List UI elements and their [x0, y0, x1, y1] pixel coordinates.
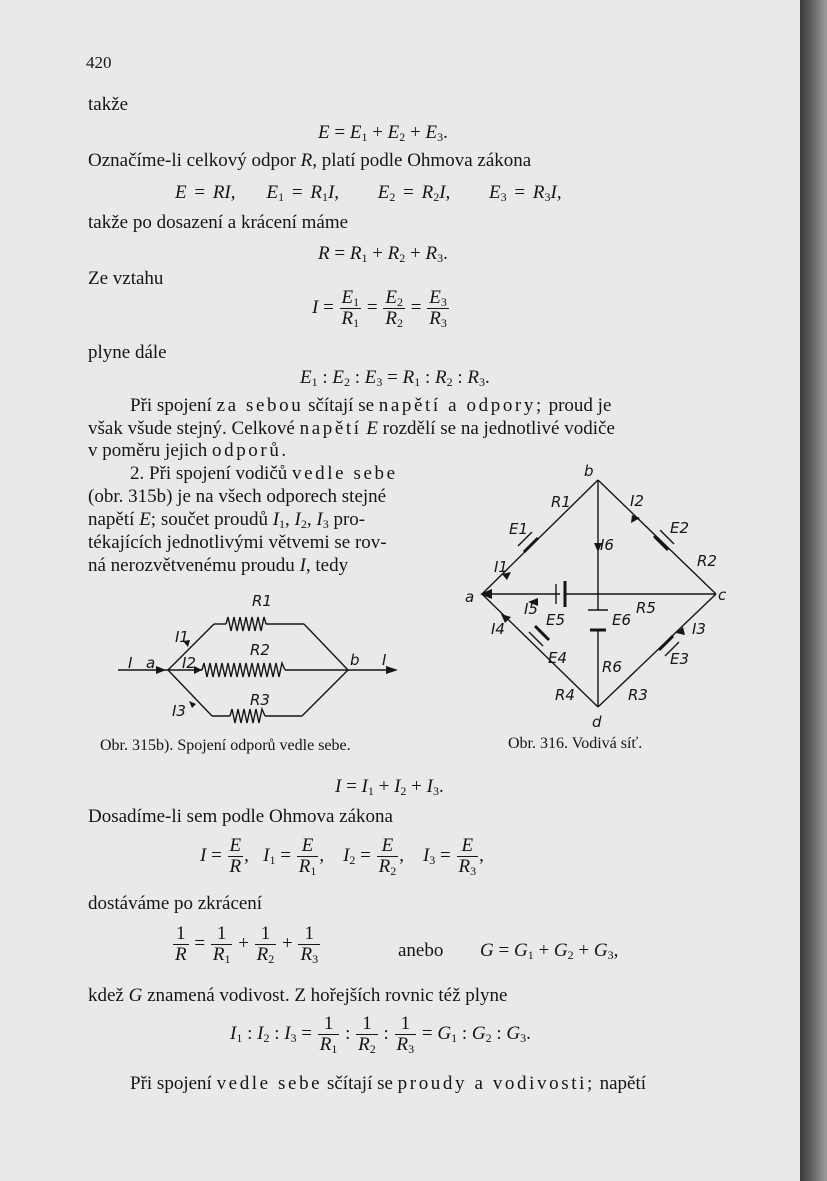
- label-I-out: I: [382, 651, 387, 669]
- label-R3: R3: [628, 686, 648, 704]
- text-oznacime: Označíme-li celkový odpor: [88, 150, 296, 171]
- label-E6: E6: [612, 611, 632, 629]
- text-plyne-dale: plyne dále: [88, 342, 167, 363]
- equation-ohm-law: E = RI, $E_1 = R_1I$, $E_2 = R_2I$, $E_3 = R_3I$,: [175, 182, 562, 204]
- paragraph-series-line3: v poměru jejich odporů.: [88, 440, 289, 461]
- equation-current-conductance-ratio: $I_1$ : $I_2$ : $I_3$ = $\frac{1}{R_1}$ : $\frac{1}{R_2}$ : $\frac{1}{R_3}$ = $G_1$ : $G_2$ : $G_3$.: [230, 1013, 531, 1056]
- paragraph-parallel-line4: tékajících jednotlivými větvemi se rov-: [88, 532, 387, 553]
- text-takze-po: takže po dosazení a krácení máme: [88, 212, 349, 233]
- text-dostavame: dostáváme po zkrácení: [88, 893, 263, 914]
- label-node-b: b: [350, 651, 360, 669]
- label-I3: I3: [692, 620, 706, 638]
- label-R6: R6: [602, 658, 622, 676]
- equation-i-sum: $I = I_1 + I_2 + I_3$.: [335, 776, 444, 798]
- equation-e-ratio: $E_1$ : $E_2$ : $E_3 = R_1$ : $R_2$ : $R_3$.: [300, 367, 490, 389]
- paragraph-last-line: Při spojení vedle sebe sčítají se proudy a vodivosti; napětí: [130, 1073, 647, 1094]
- text-line-oznacime: Označíme-li celkový odpor R, platí podle Ohmova zákona: [88, 150, 532, 171]
- label-I4: I4: [491, 620, 505, 638]
- paragraph-parallel-line2: (obr. 315b) je na všech odporech stejné: [88, 486, 387, 507]
- label-I5: I5: [524, 600, 538, 618]
- label-I2: I2: [630, 492, 644, 510]
- label-R1: R1: [551, 493, 571, 511]
- text-ze-vztahu: Ze vztahu: [88, 268, 164, 289]
- paragraph-parallel-line3: napětí E; součet proudů $I_1$, $I_2$, $I_3$ pro-: [88, 509, 366, 531]
- label-R1: R1: [252, 592, 272, 610]
- label-E5: E5: [546, 611, 566, 629]
- label-E3: E3: [670, 650, 690, 668]
- equation-e-sum: $E = E_1 + E_2 + E_3$.: [318, 122, 448, 144]
- text-dosadime: Dosadíme-li sem podle Ohmova zákona: [88, 806, 393, 827]
- label-R2: R2: [250, 641, 270, 659]
- label-I-in: I: [128, 654, 133, 672]
- paragraph-parallel-line5: ná nerozvětvenému proudu I, tedy: [88, 555, 349, 576]
- label-R5: R5: [636, 599, 656, 617]
- label-node-b: b: [584, 462, 594, 480]
- label-R3: R3: [250, 691, 270, 709]
- label-node-a: a: [146, 654, 156, 672]
- paragraph-series-line1: Při spojení za sebou sčítají se napětí a odpory; proud je: [130, 395, 612, 416]
- label-E2: E2: [670, 519, 690, 537]
- label-E4: E4: [548, 649, 568, 667]
- text-line-kdez: kdež G znamená vodivost. Z hořejších rovnic též plyne: [88, 985, 508, 1006]
- paragraph-series-line2: však všude stejný. Celkové napětí E rozdělí se na jednotlivé vodiče: [88, 418, 615, 439]
- label-node-c: c: [718, 586, 727, 604]
- label-node-d: d: [592, 713, 602, 731]
- label-R4: R4: [555, 686, 575, 704]
- equation-r-sum: $R = R_1 + R_2 + R_3$.: [318, 243, 448, 265]
- equation-g-sum: $G = G_1 + G_2 + G_3$,: [480, 940, 619, 962]
- caption-fig-316: Obr. 316. Vodivá síť.: [508, 735, 643, 752]
- equation-current-ratio: I = $\frac{E_1}{R_1}$ = $\frac{E_2}{R_2}$ = $\frac{E_3}{R_3}$: [312, 287, 447, 330]
- label-I3: I3: [172, 702, 186, 720]
- text-plati: , platí podle Ohmova zákona: [312, 150, 532, 171]
- equation-ohm-currents: I = $\frac{E}{R}$ , $I_1$ = $\frac{E}{R_1}$ , $I_2$ = $\frac{E}{R_2}$ , $I_3$ = $\frac{E}{R_3}$ ,: [200, 835, 484, 878]
- figure-316-conductive-network: [455, 455, 740, 740]
- text-anebo: anebo: [398, 940, 444, 961]
- equation-reciprocal-sum: $\frac{1}{R}$ = $\frac{1}{R_1}$ + $\frac{1}{R_2}$ + $\frac{1}{R_3}$: [175, 923, 319, 966]
- label-I1: I1: [175, 628, 189, 646]
- label-I2: I2: [182, 654, 196, 672]
- label-node-a: a: [465, 588, 475, 606]
- label-R2: R2: [697, 552, 717, 570]
- page-number: 420: [86, 53, 112, 72]
- label-I1: I1: [494, 558, 508, 576]
- label-E1: E1: [509, 520, 529, 538]
- page-edge-shadow: [800, 0, 827, 1181]
- label-I6: I6: [600, 536, 614, 554]
- text-takze: takže: [88, 94, 129, 115]
- paragraph-parallel-line1: 2. Při spojení vodičů vedle sebe: [130, 463, 398, 484]
- figure-315b-parallel-resistors: [105, 580, 415, 735]
- caption-fig-315b: Obr. 315b). Spojení odporů vedle sebe.: [100, 737, 351, 754]
